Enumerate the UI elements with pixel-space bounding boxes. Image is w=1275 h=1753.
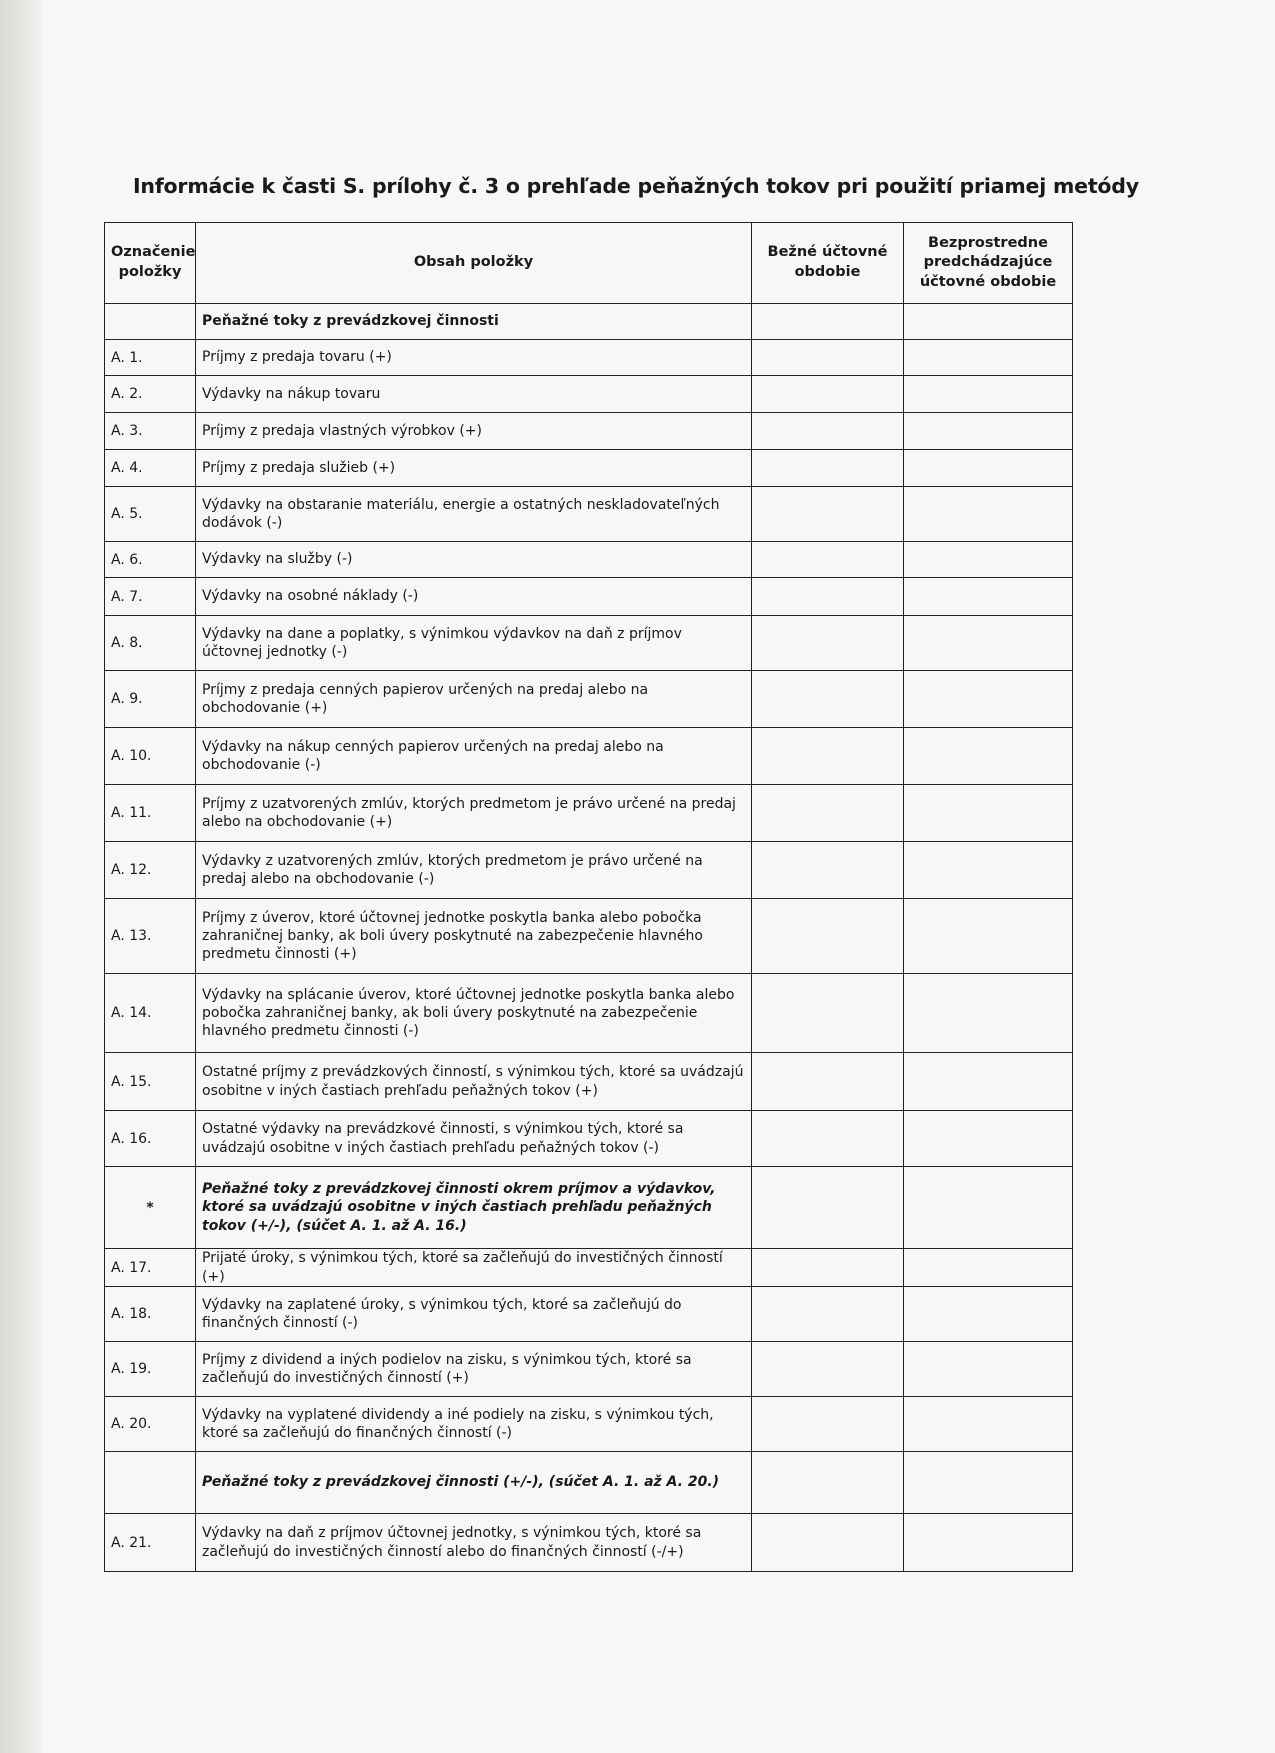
row-text: Ostatné výdavky na prevádzkové činnosti, s výnimkou tých, ktoré sa uvádzajú osobitne v iných častiach prehľadu peňažných tokov (-) (196, 1111, 752, 1167)
page-title: Informácie k časti S. prílohy č. 3 o prehľade peňažných tokov pri použití priamej metódy (133, 174, 1139, 198)
table-row (105, 785, 1073, 842)
row-previous-value (904, 542, 1073, 578)
row-code: A. 12. (105, 842, 196, 899)
table-row (105, 413, 1073, 450)
table-row (105, 1111, 1073, 1167)
row-current-value (752, 842, 904, 899)
row-text: Peňažné toky z prevádzkovej činnosti (196, 304, 752, 340)
table-row (105, 974, 1073, 1053)
row-code: A. 5. (105, 487, 196, 542)
row-text: Výdavky na zaplatené úroky, s výnimkou tých, ktoré sa začleňujú do finančných činností (-) (196, 1287, 752, 1342)
row-previous-value (904, 671, 1073, 728)
table-row (105, 578, 1073, 616)
row-current-value (752, 1167, 904, 1249)
table-row (105, 376, 1073, 413)
row-current-value (752, 785, 904, 842)
row-current-value (752, 899, 904, 974)
row-text: Výdavky na obstaranie materiálu, energie a ostatných neskladovateľných dodávok (-) (196, 487, 752, 542)
row-current-value (752, 340, 904, 376)
row-current-value (752, 487, 904, 542)
row-code: A. 10. (105, 728, 196, 785)
row-code: A. 1. (105, 340, 196, 376)
row-current-value (752, 974, 904, 1053)
table-row (105, 304, 1073, 340)
row-text: Prijaté úroky, s výnimkou tých, ktoré sa začleňujú do investičných činností (+) (196, 1249, 752, 1287)
row-text: Výdavky na daň z príjmov účtovnej jednotky, s výnimkou tých, ktoré sa začleňujú do investičných činností alebo do finančných činností (-/+) (196, 1514, 752, 1572)
page-shadow (0, 0, 42, 1753)
row-previous-value (904, 578, 1073, 616)
row-previous-value (904, 1342, 1073, 1397)
row-previous-value (904, 1111, 1073, 1167)
row-code: * (105, 1167, 196, 1249)
table-row (105, 487, 1073, 542)
row-code: A. 11. (105, 785, 196, 842)
row-previous-value (904, 413, 1073, 450)
row-current-value (752, 1111, 904, 1167)
row-current-value (752, 1249, 904, 1287)
row-previous-value (904, 487, 1073, 542)
row-text: Výdavky na osobné náklady (-) (196, 578, 752, 616)
table-row (105, 1249, 1073, 1287)
row-previous-value (904, 1397, 1073, 1452)
row-current-value (752, 616, 904, 671)
row-current-value (752, 413, 904, 450)
row-previous-value (904, 785, 1073, 842)
row-text: Peňažné toky z prevádzkovej činnosti (+/-), (súčet A. 1. až A. 20.) (196, 1452, 752, 1514)
row-previous-value (904, 974, 1073, 1053)
row-text: Výdavky z uzatvorených zmlúv, ktorých predmetom je právo určené na predaj alebo na obchodovanie (-) (196, 842, 752, 899)
row-previous-value (904, 1287, 1073, 1342)
row-text: Výdavky na služby (-) (196, 542, 752, 578)
row-previous-value (904, 304, 1073, 340)
row-code: A. 18. (105, 1287, 196, 1342)
row-current-value (752, 1053, 904, 1111)
cash-flow-table (104, 222, 1073, 1572)
table-row (105, 1053, 1073, 1111)
row-text: Príjmy z predaja služieb (+) (196, 450, 752, 487)
table-row (105, 340, 1073, 376)
row-current-value (752, 1397, 904, 1452)
row-previous-value (904, 1514, 1073, 1572)
row-current-value (752, 1514, 904, 1572)
header-code: Označenie položky (105, 223, 196, 304)
row-text: Výdavky na nákup cenných papierov určených na predaj alebo na obchodovanie (-) (196, 728, 752, 785)
row-text: Príjmy z dividend a iných podielov na zisku, s výnimkou tých, ktoré sa začleňujú do investičných činností (+) (196, 1342, 752, 1397)
row-text: Príjmy z predaja vlastných výrobkov (+) (196, 413, 752, 450)
row-code (105, 304, 196, 340)
row-previous-value (904, 728, 1073, 785)
table-row-total (105, 1452, 1073, 1514)
row-code (105, 1452, 196, 1514)
row-previous-value (904, 842, 1073, 899)
row-text: Príjmy z predaja cenných papierov určených na predaj alebo na obchodovanie (+) (196, 671, 752, 728)
row-previous-value (904, 376, 1073, 413)
row-code: A. 14. (105, 974, 196, 1053)
row-current-value (752, 728, 904, 785)
row-current-value (752, 1287, 904, 1342)
row-current-value (752, 671, 904, 728)
table-header-row (105, 223, 1073, 304)
row-code: A. 4. (105, 450, 196, 487)
row-current-value (752, 542, 904, 578)
table-row (105, 450, 1073, 487)
row-text: Peňažné toky z prevádzkovej činnosti okrem príjmov a výdavkov, ktoré sa uvádzajú osobitne v iných častiach prehľadu peňažných tokov (+/-), (súčet A. 1. až A. 16.) (196, 1167, 752, 1249)
row-previous-value (904, 1452, 1073, 1514)
table-row (105, 616, 1073, 671)
row-code: A. 15. (105, 1053, 196, 1111)
row-text: Príjmy z predaja tovaru (+) (196, 340, 752, 376)
row-code: A. 3. (105, 413, 196, 450)
row-current-value (752, 376, 904, 413)
row-previous-value (904, 340, 1073, 376)
row-code: A. 20. (105, 1397, 196, 1452)
row-text: Výdavky na vyplatené dividendy a iné podiely na zisku, s výnimkou tých, ktoré sa začleňujú do finančných činností (-) (196, 1397, 752, 1452)
row-text: Príjmy z uzatvorených zmlúv, ktorých predmetom je právo určené na predaj alebo na obchodovanie (+) (196, 785, 752, 842)
header-content: Obsah položky (196, 223, 752, 304)
row-code: A. 17. (105, 1249, 196, 1287)
table-row (105, 842, 1073, 899)
header-current-period: Bežné účtovné obdobie (752, 223, 904, 304)
table-row (105, 671, 1073, 728)
row-code: A. 7. (105, 578, 196, 616)
row-current-value (752, 304, 904, 340)
row-code: A. 9. (105, 671, 196, 728)
row-code: A. 16. (105, 1111, 196, 1167)
table-row (105, 1342, 1073, 1397)
row-previous-value (904, 1167, 1073, 1249)
row-text: Výdavky na dane a poplatky, s výnimkou výdavkov na daň z príjmov účtovnej jednotky (-) (196, 616, 752, 671)
row-current-value (752, 1452, 904, 1514)
table-row (105, 542, 1073, 578)
header-previous-period: Bezprostredne predchádzajúce účtovné obdobie (904, 223, 1073, 304)
row-previous-value (904, 899, 1073, 974)
row-text: Výdavky na nákup tovaru (196, 376, 752, 413)
row-code: A. 2. (105, 376, 196, 413)
row-current-value (752, 1342, 904, 1397)
row-text: Výdavky na splácanie úverov, ktoré účtovnej jednotke poskytla banka alebo pobočka zahraničnej banky, ak boli úvery poskytnuté na zabezpečenie hlavného predmetu činnosti (-) (196, 974, 752, 1053)
row-text: Príjmy z úverov, ktoré účtovnej jednotke poskytla banka alebo pobočka zahraničnej banky, ak boli úvery poskytnuté na zabezpečenie hlavného predmetu činnosti (+) (196, 899, 752, 974)
row-code: A. 21. (105, 1514, 196, 1572)
table-row (105, 899, 1073, 974)
table-row (105, 1397, 1073, 1452)
row-previous-value (904, 450, 1073, 487)
row-text: Ostatné príjmy z prevádzkových činností, s výnimkou tých, ktoré sa uvádzajú osobitne v iných častiach prehľadu peňažných tokov (+) (196, 1053, 752, 1111)
table-row (105, 1514, 1073, 1572)
row-current-value (752, 450, 904, 487)
row-code: A. 6. (105, 542, 196, 578)
row-previous-value (904, 616, 1073, 671)
row-code: A. 19. (105, 1342, 196, 1397)
table-row (105, 1287, 1073, 1342)
row-previous-value (904, 1249, 1073, 1287)
table-row-subtotal (105, 1167, 1073, 1249)
row-previous-value (904, 1053, 1073, 1111)
row-current-value (752, 578, 904, 616)
table-row (105, 728, 1073, 785)
row-code: A. 8. (105, 616, 196, 671)
row-code: A. 13. (105, 899, 196, 974)
